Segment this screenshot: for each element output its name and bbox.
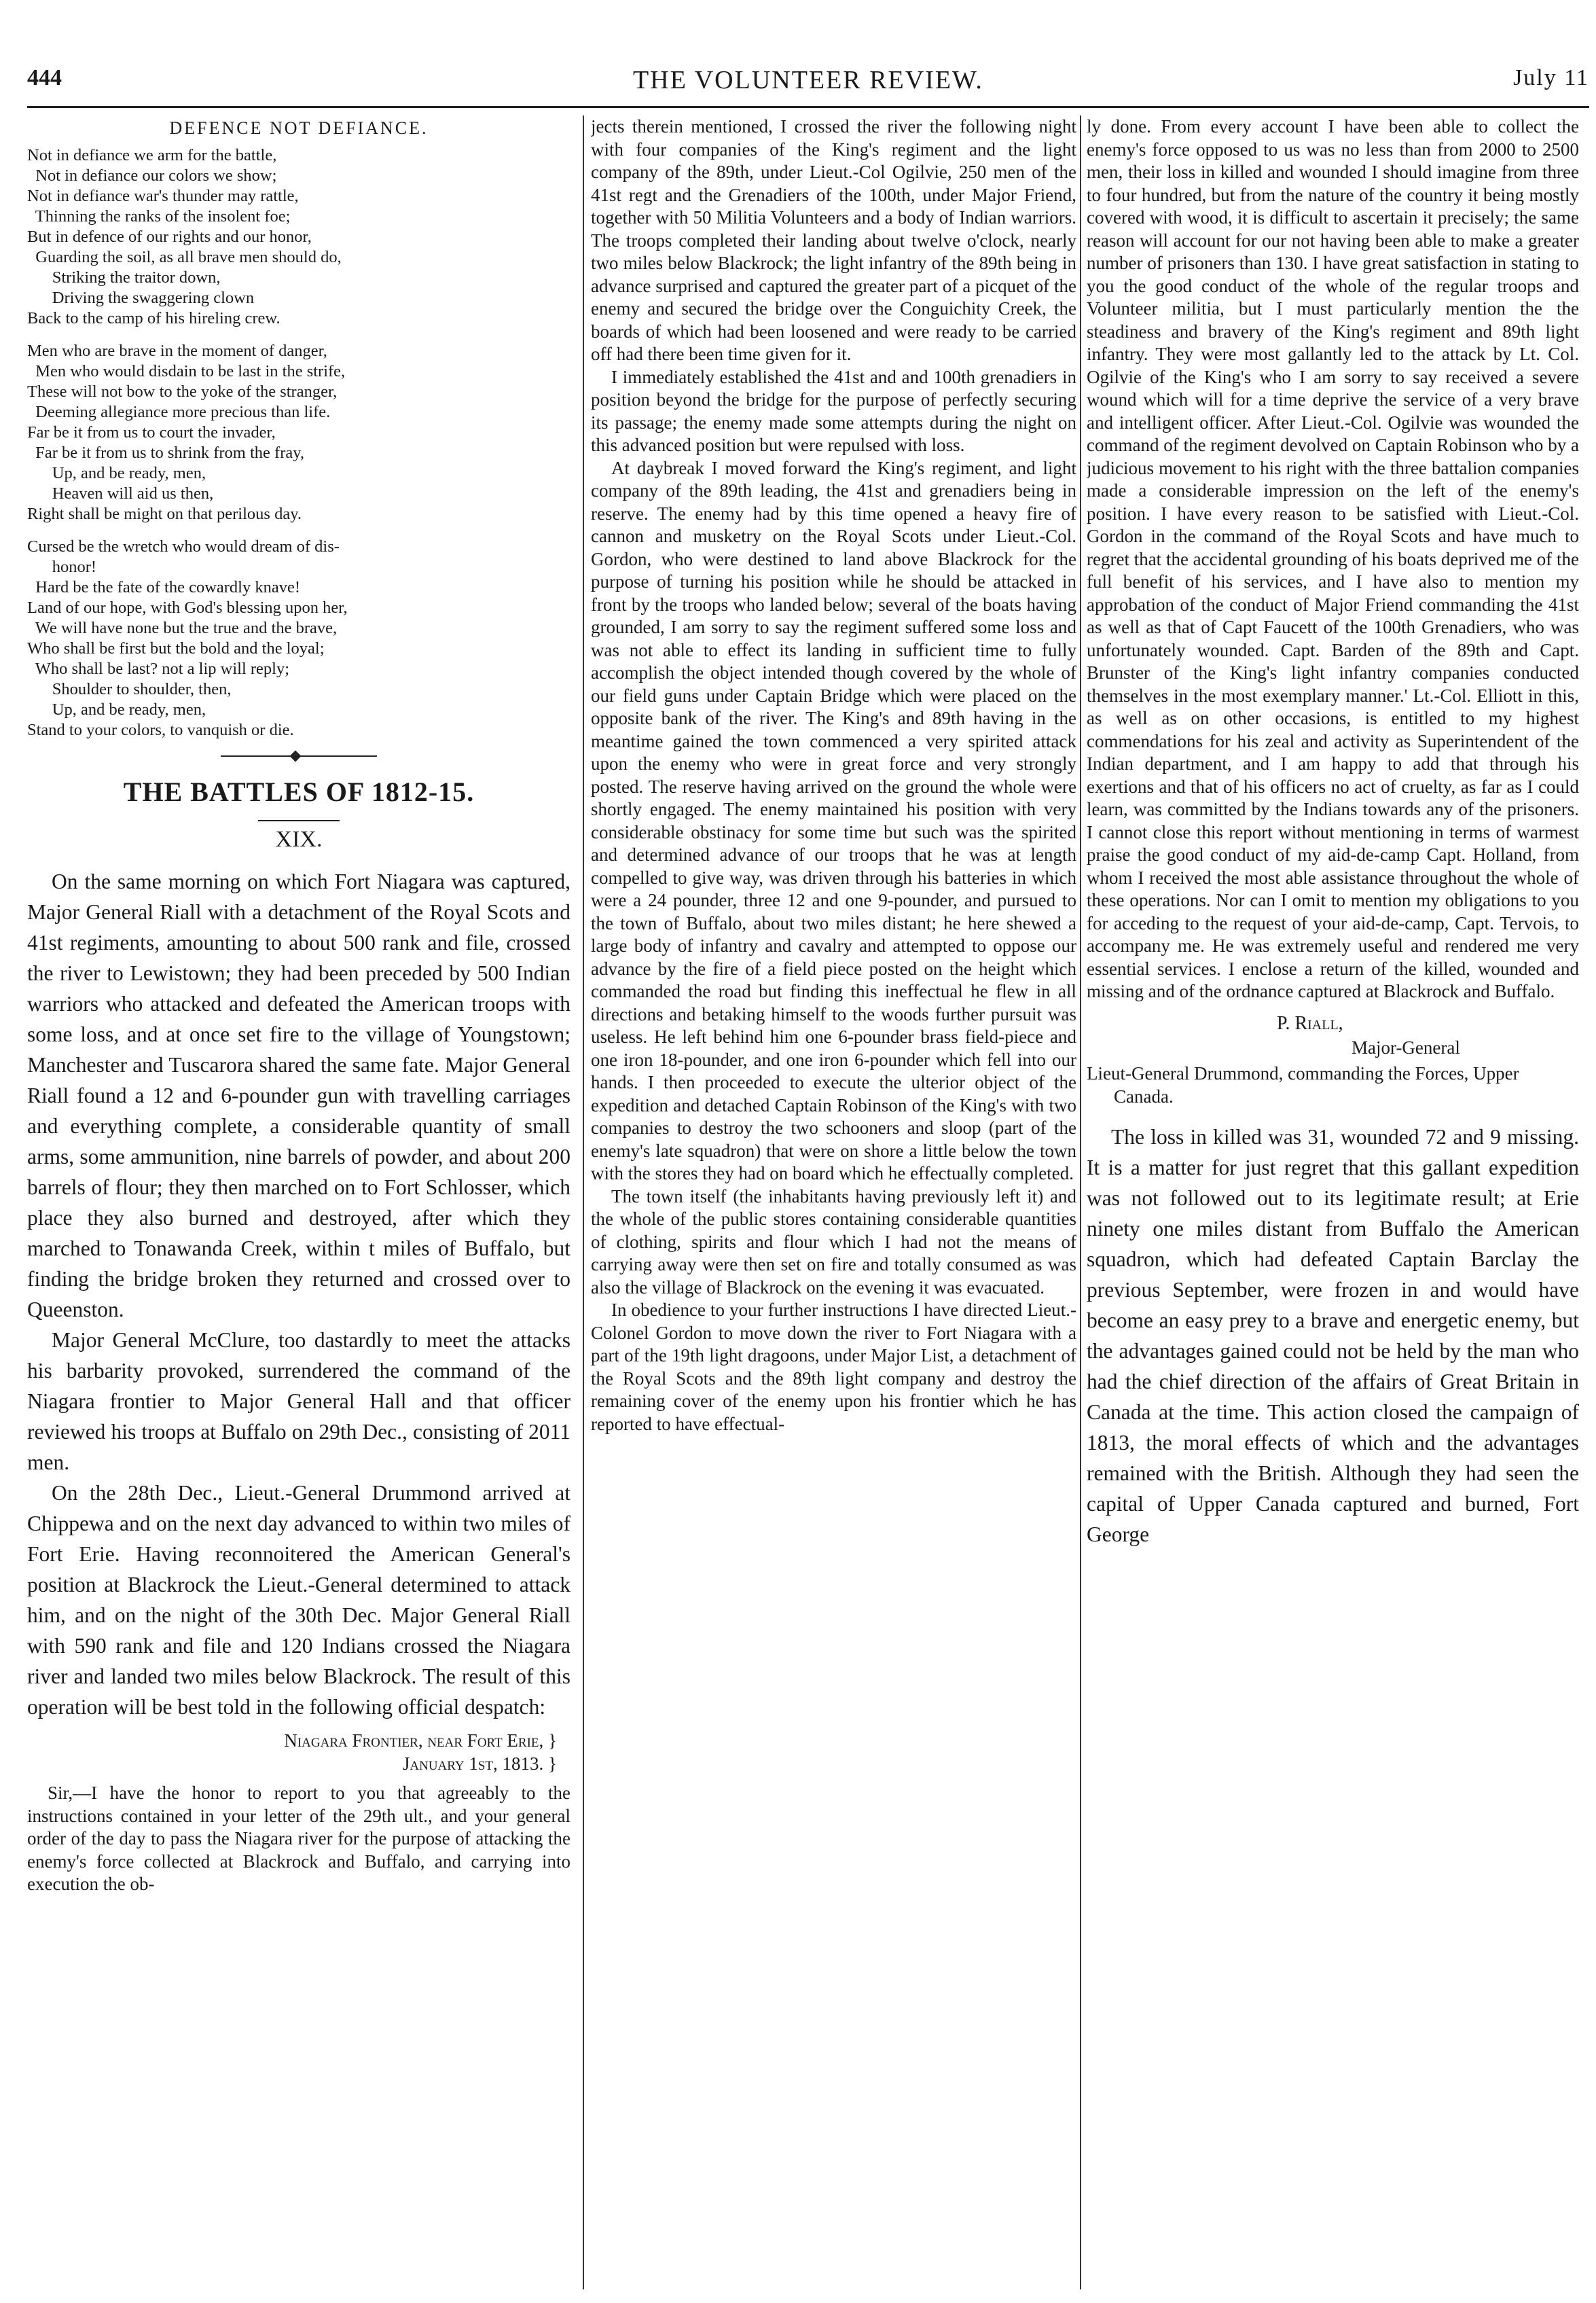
page-header	[27, 65, 1589, 106]
column-divider	[583, 115, 584, 2289]
column-right	[1087, 115, 1579, 2289]
letter-paragraph: I immediately established the 41st and and 100th grenadiers in position beyond the bridge for the purpose of perfectly securing its passage; the enemy made some attempts during the night on this advanced position but were repulsed with loss.	[591, 366, 1076, 455]
dateline-place: Niagara Frontier, near Fort Erie, }	[284, 1730, 557, 1751]
poem-stanza: Cursed be the wretch who would dream of dis- honor! Hard be the fate of the cowardly knave! Land of our hope, with God's blessing upon her, We will have none but the true and the brave, Who shall be first but the bold and the loyal; Who shall be last? not a lip will reply; Shoulder to shoulder, then, Up, and be ready, men, Stand to your colors, to vanquish or die.	[27, 537, 348, 739]
column-left	[27, 115, 570, 2289]
letter-paragraph: ly done. From every account I have been able to collect the enemy's force opposed to us was no less than from 2000 to 2500 men, their loss in killed and wounded I should imagine from three to four hundred, but from the nature of the country it being mostly covered with wood, it is difficult to ascertain it precisely; the same reason will account for our not having been able to make a greater number of prisoners than 130. I have great satisfaction in stating to you the good conduct of the whole of the regular troops and Volunteer militia, but I must particularly mention the the steadiness and bravery of the King's regiment and 89th light infantry. They were most gallantly led to the attack by Lt. Col. Ogilvie of the King's who I am sorry to say received a severe wound which will for a time deprive the service of a very brave and intelligent officer. After Lieut.-Col. Ogilvie was wounded the command of the regiment devolved on Captain Robinson who by a judicious movement to his right with the three battalion companies made a considerable impression on the left of the enemy's position. I have every reason to be satisfied with Lieut.-Col. Gordon in the command of the Royal Scots and have much to regret that the accidental grounding of his boats deprived me of the full benefit of his services, and I have also to mention my approbation of the conduct of Major Friend commanding the 41st as well as that of Capt Faucett of the 100th Grenadiers, who was unfortunately wounded. Capt. Barden of the 89th and Capt. Brunster of the King's light infantry companies conducted themselves in the most exemplary manner.' Lt.-Col. Elliott in this, as well as on other occasions, is entitled to my highest commendations for his zeal and activity as Superintendent of the Indian department, and I am happy to add that through his exertions and that of his officers no act of cruelty, as far as I could learn, was committed by the Indians towards any of the prisoners. I cannot close this report without mentioning in terms of warmest praise the good conduct of my aid-de-camp Capt. Holland, from whom I received the most able assistance throughout the whole of these operations. Nor can I omit to mention my obligations to you for acceding to the request of your aid-de-camp, Capt. Tervois, to accompany me. He was extremely useful and rendered me very essential services. I enclose a return of the killed, wounded and missing and of the ordnance captured at Blackrock and Buffalo.	[1087, 116, 1579, 1001]
column-divider	[1080, 115, 1081, 2289]
poem-stanza: Not in defiance we arm for the battle, Not in defiance our colors we show; Not in defiance war's thunder may rattle, Thinning the ranks of the insolent foe; But in defence of our rights and our honor, Guarding the soil, as all brave men should do, Striking the traitor down, Driving the swaggering clown Back to the camp of his hireling crew.	[27, 146, 342, 327]
article-paragraph: The loss in killed was 31, wounded 72 and 9 missing. It is a matter for just regret that this gallant expedition was not followed out to its legitimate result; at Erie ninety one miles distant from Buffalo the American squadron, which had defeated Captain Barclay the previous September, were frozen in and would have become an easy prey to a brave and energetic enemy, but the advantages gained could not be held by the man who had the chief direction of the affairs of Great Britain in Canada at the time. This action closed the campaign of 1813, the moral effects of which and the advantages remained with the British. Although they had seen the capital of Upper Canada captured and burned, Fort George	[1087, 1124, 1579, 1546]
letter-addressee: Lieut-General Drummond, commanding the Forces, Upper Canada.	[1087, 1063, 1519, 1107]
signature-title: Major-General	[1352, 1037, 1460, 1058]
signature-name: P. Riall,	[1277, 1012, 1343, 1034]
letter-paragraph: In obedience to your further instructions I have directed Lieut.-Colonel Gordon to move down the river to Fort Niagara with a part of the 19th light dragoons, under Major List, a detachment of the Royal Scots and the 89th light company and destroy the remaining cover of the enemy upon his frontier which he has reported to have effectual-	[591, 1300, 1076, 1434]
publication-title: THE VOLUNTEER REVIEW.	[633, 66, 983, 94]
letter-paragraph: jects therein mentioned, I crossed the river the following night with four companies of the King's regiment and the light company of the 89th, under Lieut.-Col Ogilvie, 250 men of the 41st regt and the Grenadiers of the 100th, under Major Friend, together with 50 Militia Volunteers and a body of Indian warriors. The troops completed their landing about twelve o'clock, nearly two miles below Blackrock; the light infantry of the 89th being in advance surprised and captured the greater part of a picquet of the enemy and secured the bridge over the Conguichity Creek, the boards of which had been loosened and were ready to be carried off had there been time given for it.	[591, 116, 1076, 364]
section-ornament	[221, 753, 377, 760]
letter-paragraph: The town itself (the inhabitants having previously left it) and the whole of the public stores containing considerable quantities of clothing, spirits and flour which I had not the means of carrying away were then set on fire and totally consumed as was also the village of Blackrock on the evening it was evacuated.	[591, 1185, 1076, 1298]
article-paragraph: On the same morning on which Fort Niagara was captured, Major General Riall with a detachment of the Royal Scots and 41st regiments, amounting to about 500 rank and file, crossed the river to Lewistown; they had been preceded by 500 Indian warriors who attacked and defeated the American troops with some loss, and at once set fire to the village of Youngstown; Manchester and Tuscarora shared the same fate. Major General Riall found a 12 and 6-pounder gun with travelling carriages and everything complete, a considerable quantity of small arms, some ammunition, nine barrels of powder, and about 200 barrels of flour; they then marched on to Fort Schlosser, which place they also burned and destroyed, after which they marched to Tonawanda Creek, within t miles of Buffalo, but finding the bridge broken they returned and crossed over to Queenston.	[27, 870, 570, 1321]
letter-paragraph: At daybreak I moved forward the King's regiment, and light company of the 89th leading, the 41st and grenadiers being in reserve. The enemy had by this time opened a heavy fire of cannon and musketry on the Royal Scots under Lieut.-Col. Gordon, who were destined to land above Blackrock for the purpose of turning his position while he should be attacked in front by the troops who landed below; several of the boats having grounded, I am sorry to say the regiment suffered some loss and was not able to effect its landing in sufficient time to fully accomplish the object intended though covered by the whole of our field guns under Captain Bridge which were placed on the opposite bank of the river. The King's and 89th having in the meantime gained the town commenced a very spirited attack upon the enemy who were in great force and very strongly posted. The reserve having arrived on the ground the whole were shortly engaged. The enemy maintained his position with very considerable obstinacy for some time but such was the spirited and determined advance of our troops that he was at length compelled to give way, was driven through his batteries in which were a 24 pounder, three 12 and one 9-pounder, and pursued to the town of Buffalo, about two miles distant; he here shewed a large body of infantry and cavalry and attempted to oppose our advance by the fire of a field piece posted on the height which commanded the road but finding this ineffectual he flew in all directions and betaking himself to the woods further pursuit was useless. He left behind him one 6-pounder brass field-piece and one iron 18-pounder, and one iron 6-pounder which fell into our hands. I then proceeded to execute the ulterior object of the expedition and detached Captain Robinson of the King's with two companies to destroy the two schooners and sloop (part of the enemy's late squadron) that were on shore a little below the town with the stores they had on board which he effectually completed.	[591, 457, 1076, 1183]
despatch-dateline	[27, 1729, 570, 1775]
column-middle	[591, 115, 1076, 2289]
letter-paragraph: Sir,—I have the honor to report to you that agreeably to the instructions contained in your letter of the 29th ult., and your general order of the day to pass the Niagara river for the purpose of attacking the enemy's force collected at Blackrock and Buffalo, and carrying into execution the ob-	[27, 1783, 570, 1894]
article-paragraph: On the 28th Dec., Lieut.-General Drummond arrived at Chippewa and on the next day advanced to within two miles of Fort Erie. Having reconnoitered the American General's position at Blackrock the Lieut.-General determined to attack him, and on the night of the 30th Dec. Major General Riall with 590 rank and file and 120 Indians crossed the Niagara river and landed two miles below Blackrock. The result of this operation will be best told in the following official despatch:	[27, 1481, 570, 1719]
poem-stanza: Men who are brave in the moment of danger, Men who would disdain to be last in the strife, These will not bow to the yoke of the stranger, Deeming allegiance more precious than life. Far be it from us to court the invader, Far be it from us to shrink from the fray, Up, and be ready, men, Heaven will aid us then, Right shall be might on that perilous day.	[27, 342, 346, 523]
article-paragraph: Major General McClure, too dastardly to meet the attacks his barbarity provoked, surrendered the command of the Niagara frontier to Major General Hall and that officer reviewed his troops at Buffalo on 29th Dec., consisting of 2011 men.	[27, 1328, 570, 1474]
issue-date: July 11	[1513, 65, 1589, 90]
header-rule	[27, 106, 1589, 108]
page-number: 444	[27, 65, 62, 90]
article-title: THE BATTLES OF 1812-15.	[123, 776, 475, 807]
article-numeral: XIX.	[258, 820, 340, 853]
poem-title: DEFENCE NOT DEFIANCE.	[169, 118, 429, 138]
dateline-date: January 1st, 1813. }	[402, 1753, 557, 1774]
